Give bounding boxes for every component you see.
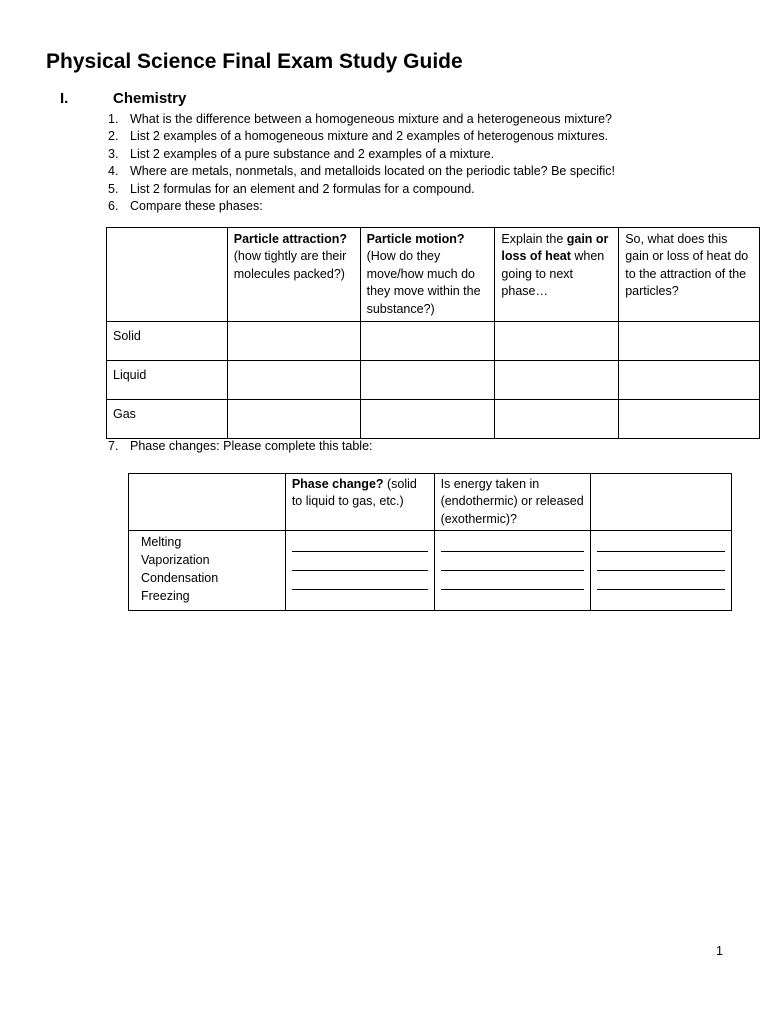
answer-column	[434, 531, 591, 611]
question-text: Phase changes: Please complete this table:	[130, 439, 373, 453]
header-particle-attraction: Particle attraction? (how tightly are their molecules packed?)	[227, 228, 360, 322]
question-list	[108, 111, 615, 215]
table-header-row	[107, 228, 760, 322]
header-phase-change: Phase change? (solid to liquid to gas, etc.)	[285, 474, 434, 531]
page-number: 1	[716, 944, 723, 958]
table-header-row	[129, 474, 732, 531]
header-so-what: So, what does this gain or loss of heat do to the attraction of the particles?	[619, 228, 760, 322]
answer-cell[interactable]	[292, 570, 428, 589]
phase-changes-table	[128, 473, 732, 611]
answer-cell[interactable]	[619, 322, 760, 361]
row-label-solid: Solid	[107, 322, 228, 361]
answer-cell[interactable]	[597, 589, 725, 608]
list-item	[108, 146, 615, 163]
answer-cell[interactable]	[495, 322, 619, 361]
answer-cell[interactable]	[360, 322, 495, 361]
question-number: 7.	[108, 439, 119, 453]
answer-cell[interactable]	[227, 400, 360, 439]
question-text: List 2 formulas for an element and 2 formulas for a compound.	[130, 181, 475, 196]
answer-cell[interactable]	[292, 551, 428, 570]
section-heading: Chemistry	[113, 90, 187, 107]
question-number: 4.	[108, 164, 119, 179]
header-heat: Explain the gain or loss of heat when going to next phase…	[495, 228, 619, 322]
answer-cell[interactable]	[619, 361, 760, 400]
list-item	[108, 163, 615, 180]
row-labels	[129, 531, 286, 611]
answer-cell[interactable]	[441, 551, 585, 570]
table-row	[107, 400, 760, 439]
table-row	[107, 361, 760, 400]
question-text: Compare these phases:	[130, 199, 263, 214]
answer-cell[interactable]	[360, 361, 495, 400]
table-cell-empty	[129, 474, 286, 531]
answer-cell[interactable]	[619, 400, 760, 439]
question-number: 3.	[108, 146, 119, 161]
question-number: 6.	[108, 199, 119, 214]
table-cell-empty	[107, 228, 228, 322]
answer-cell[interactable]	[292, 589, 428, 608]
answer-cell[interactable]	[441, 589, 585, 608]
header-particle-motion: Particle motion? (How do they move/how much do they move within the substance?)	[360, 228, 495, 322]
answer-cell[interactable]	[227, 361, 360, 400]
answer-cell[interactable]	[441, 570, 585, 589]
question-number: 5.	[108, 181, 119, 196]
answer-cell[interactable]	[227, 322, 360, 361]
answer-cell[interactable]	[597, 551, 725, 570]
row-label-vaporization: Vaporization	[141, 553, 210, 568]
header-energy: Is energy taken in (endothermic) or released (exothermic)?	[434, 474, 591, 531]
table-cell-empty	[591, 474, 732, 531]
question-text: Where are metals, nonmetals, and metalloids located on the periodic table? Be specific!	[130, 164, 615, 179]
question-7	[108, 439, 373, 453]
answer-cell[interactable]	[292, 533, 428, 551]
answer-cell[interactable]	[441, 533, 585, 551]
list-item	[108, 198, 615, 215]
answer-cell[interactable]	[360, 400, 495, 439]
row-label-gas: Gas	[107, 400, 228, 439]
answer-cell[interactable]	[495, 400, 619, 439]
list-item	[108, 181, 615, 198]
list-item	[108, 111, 615, 128]
answer-column	[285, 531, 434, 611]
question-number: 2.	[108, 129, 119, 144]
question-text: List 2 examples of a homogeneous mixture and 2 examples of heterogenous mixtures.	[130, 129, 609, 144]
question-text: List 2 examples of a pure substance and 2 examples of a mixture.	[130, 146, 495, 161]
table-row	[107, 322, 760, 361]
phases-table	[106, 227, 760, 439]
question-text: What is the difference between a homogeneous mixture and a heterogeneous mixture?	[130, 112, 613, 126]
page-title: Physical Science Final Exam Study Guide	[46, 50, 463, 73]
answer-cell[interactable]	[495, 361, 619, 400]
row-label-freezing: Freezing	[141, 589, 190, 604]
table-row	[129, 531, 732, 611]
answer-column	[591, 531, 732, 611]
answer-cell[interactable]	[597, 533, 725, 551]
row-label-liquid: Liquid	[107, 361, 228, 400]
row-label-melting: Melting	[141, 535, 182, 550]
row-label-condensation: Condensation	[141, 571, 219, 586]
answer-cell[interactable]	[597, 570, 725, 589]
list-item	[108, 128, 615, 145]
section-number: I.	[60, 90, 69, 107]
question-number: 1.	[108, 112, 119, 126]
